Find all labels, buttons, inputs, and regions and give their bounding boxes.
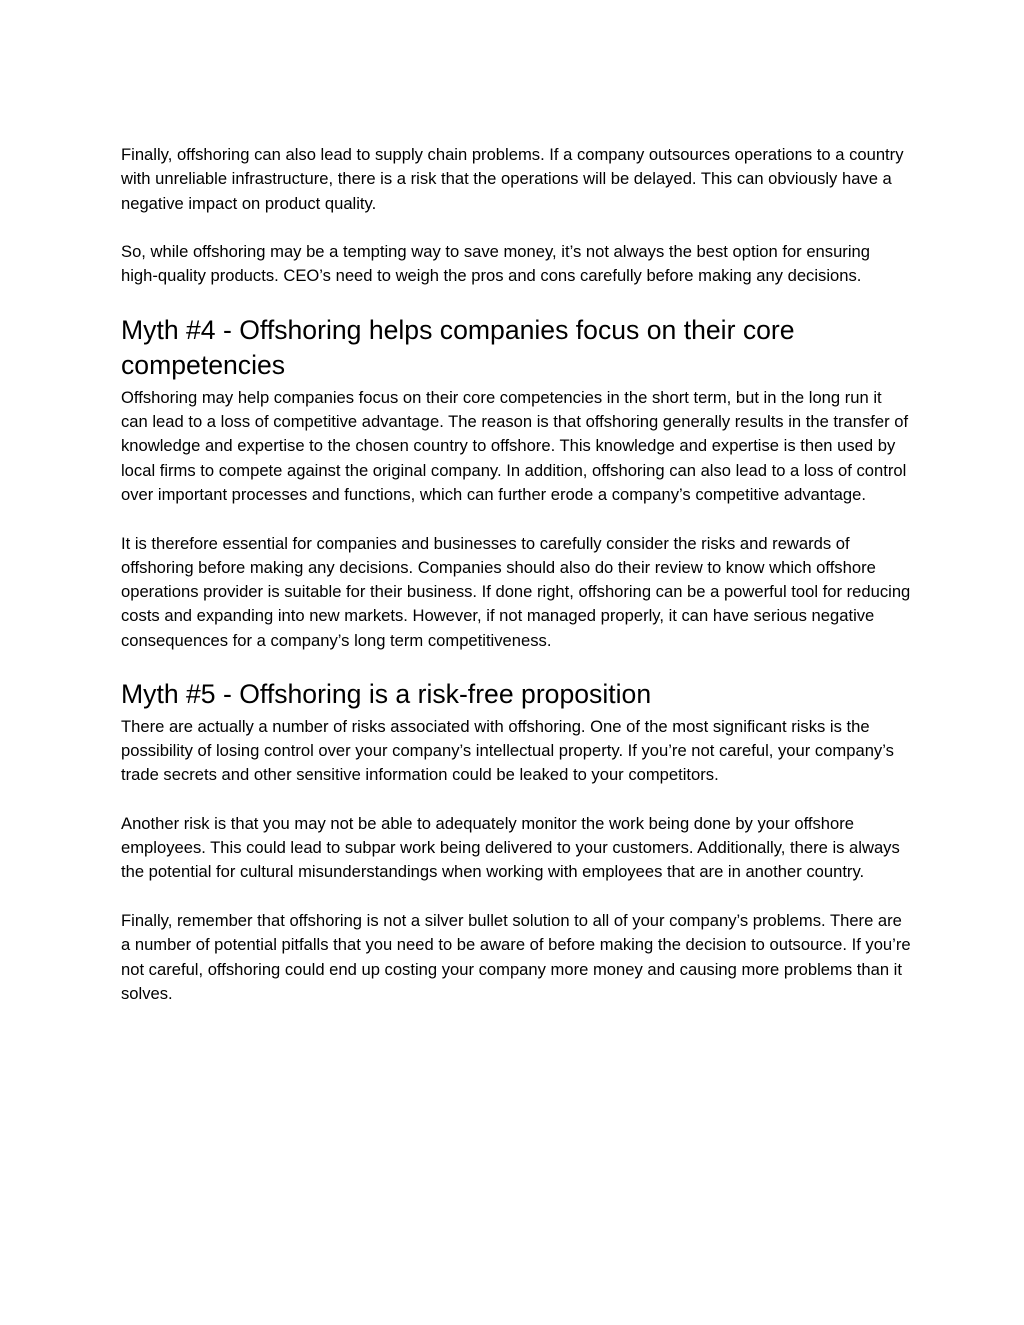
- paragraph-silver-bullet: Finally, remember that offshoring is not a silver bullet solution to all of your company’s problems. There are a number of potential pitfalls that you need to be aware of before making the decision to outsource. If you’re not careful, offshoring could end up costing your company more money and causing more problems than it solves.: [121, 910, 911, 1003]
- paragraph-save-money: So, while offshoring may be a tempting way to save money, it’s not always the best option for ensuring high-quality products. CEO’s need to weigh the pros and cons carefully before making any decisions.: [121, 242, 870, 286]
- paragraph-supply-chain: Finally, offshoring can also lead to supply chain problems. If a company outsources operations to a country with unreliable infrastructure, there is a risk that the operations will be delayed. This can obviously have a negative impact on product quality.: [121, 145, 904, 213]
- paragraph-risks-rewards: It is therefore essential for companies and businesses to carefully consider the risks and rewards of offshoring before making any decisions. Companies should also do their review to know which offshore operations provider is suitable for their business. If done right, offshoring can be a powerful tool for reducing costs and expanding into new markets. However, if not managed properly, it can have serious negative consequences for a company’s long term competitiveness.: [121, 533, 911, 650]
- heading-myth-5: Myth #5 - Offshoring is a risk-free proposition: [121, 679, 652, 710]
- document-body: [121, 143, 911, 1006]
- paragraph-core-competencies: Offshoring may help companies focus on their core competencies in the short term, but in the long run it can lead to a loss of competitive advantage. The reason is that offshoring generally results in the transfer of knowledge and expertise to the chosen country to offshore. This knowledge and expertise is then used by local firms to compete against the original company. In addition, offshoring can also lead to a loss of control over important processes and functions, which can further erode a company’s competitive advantage.: [121, 387, 909, 504]
- paragraph-intellectual-property: There are actually a number of risks associated with offshoring. One of the most significant risks is the possibility of losing control over your company’s intellectual property. If you’re not careful, your company’s trade secrets and other sensitive information could be leaked to your competitors.: [121, 716, 894, 785]
- paragraph-monitoring: Another risk is that you may not be able to adequately monitor the work being done by your offshore employees. This could lead to subpar work being delivered to your customers. Additionally, there is always the potential for cultural misunderstandings when working with employees that are in another country.: [121, 813, 900, 882]
- heading-myth-4: Myth #4 - Offshoring helps companies focus on their core competencies: [121, 314, 795, 381]
